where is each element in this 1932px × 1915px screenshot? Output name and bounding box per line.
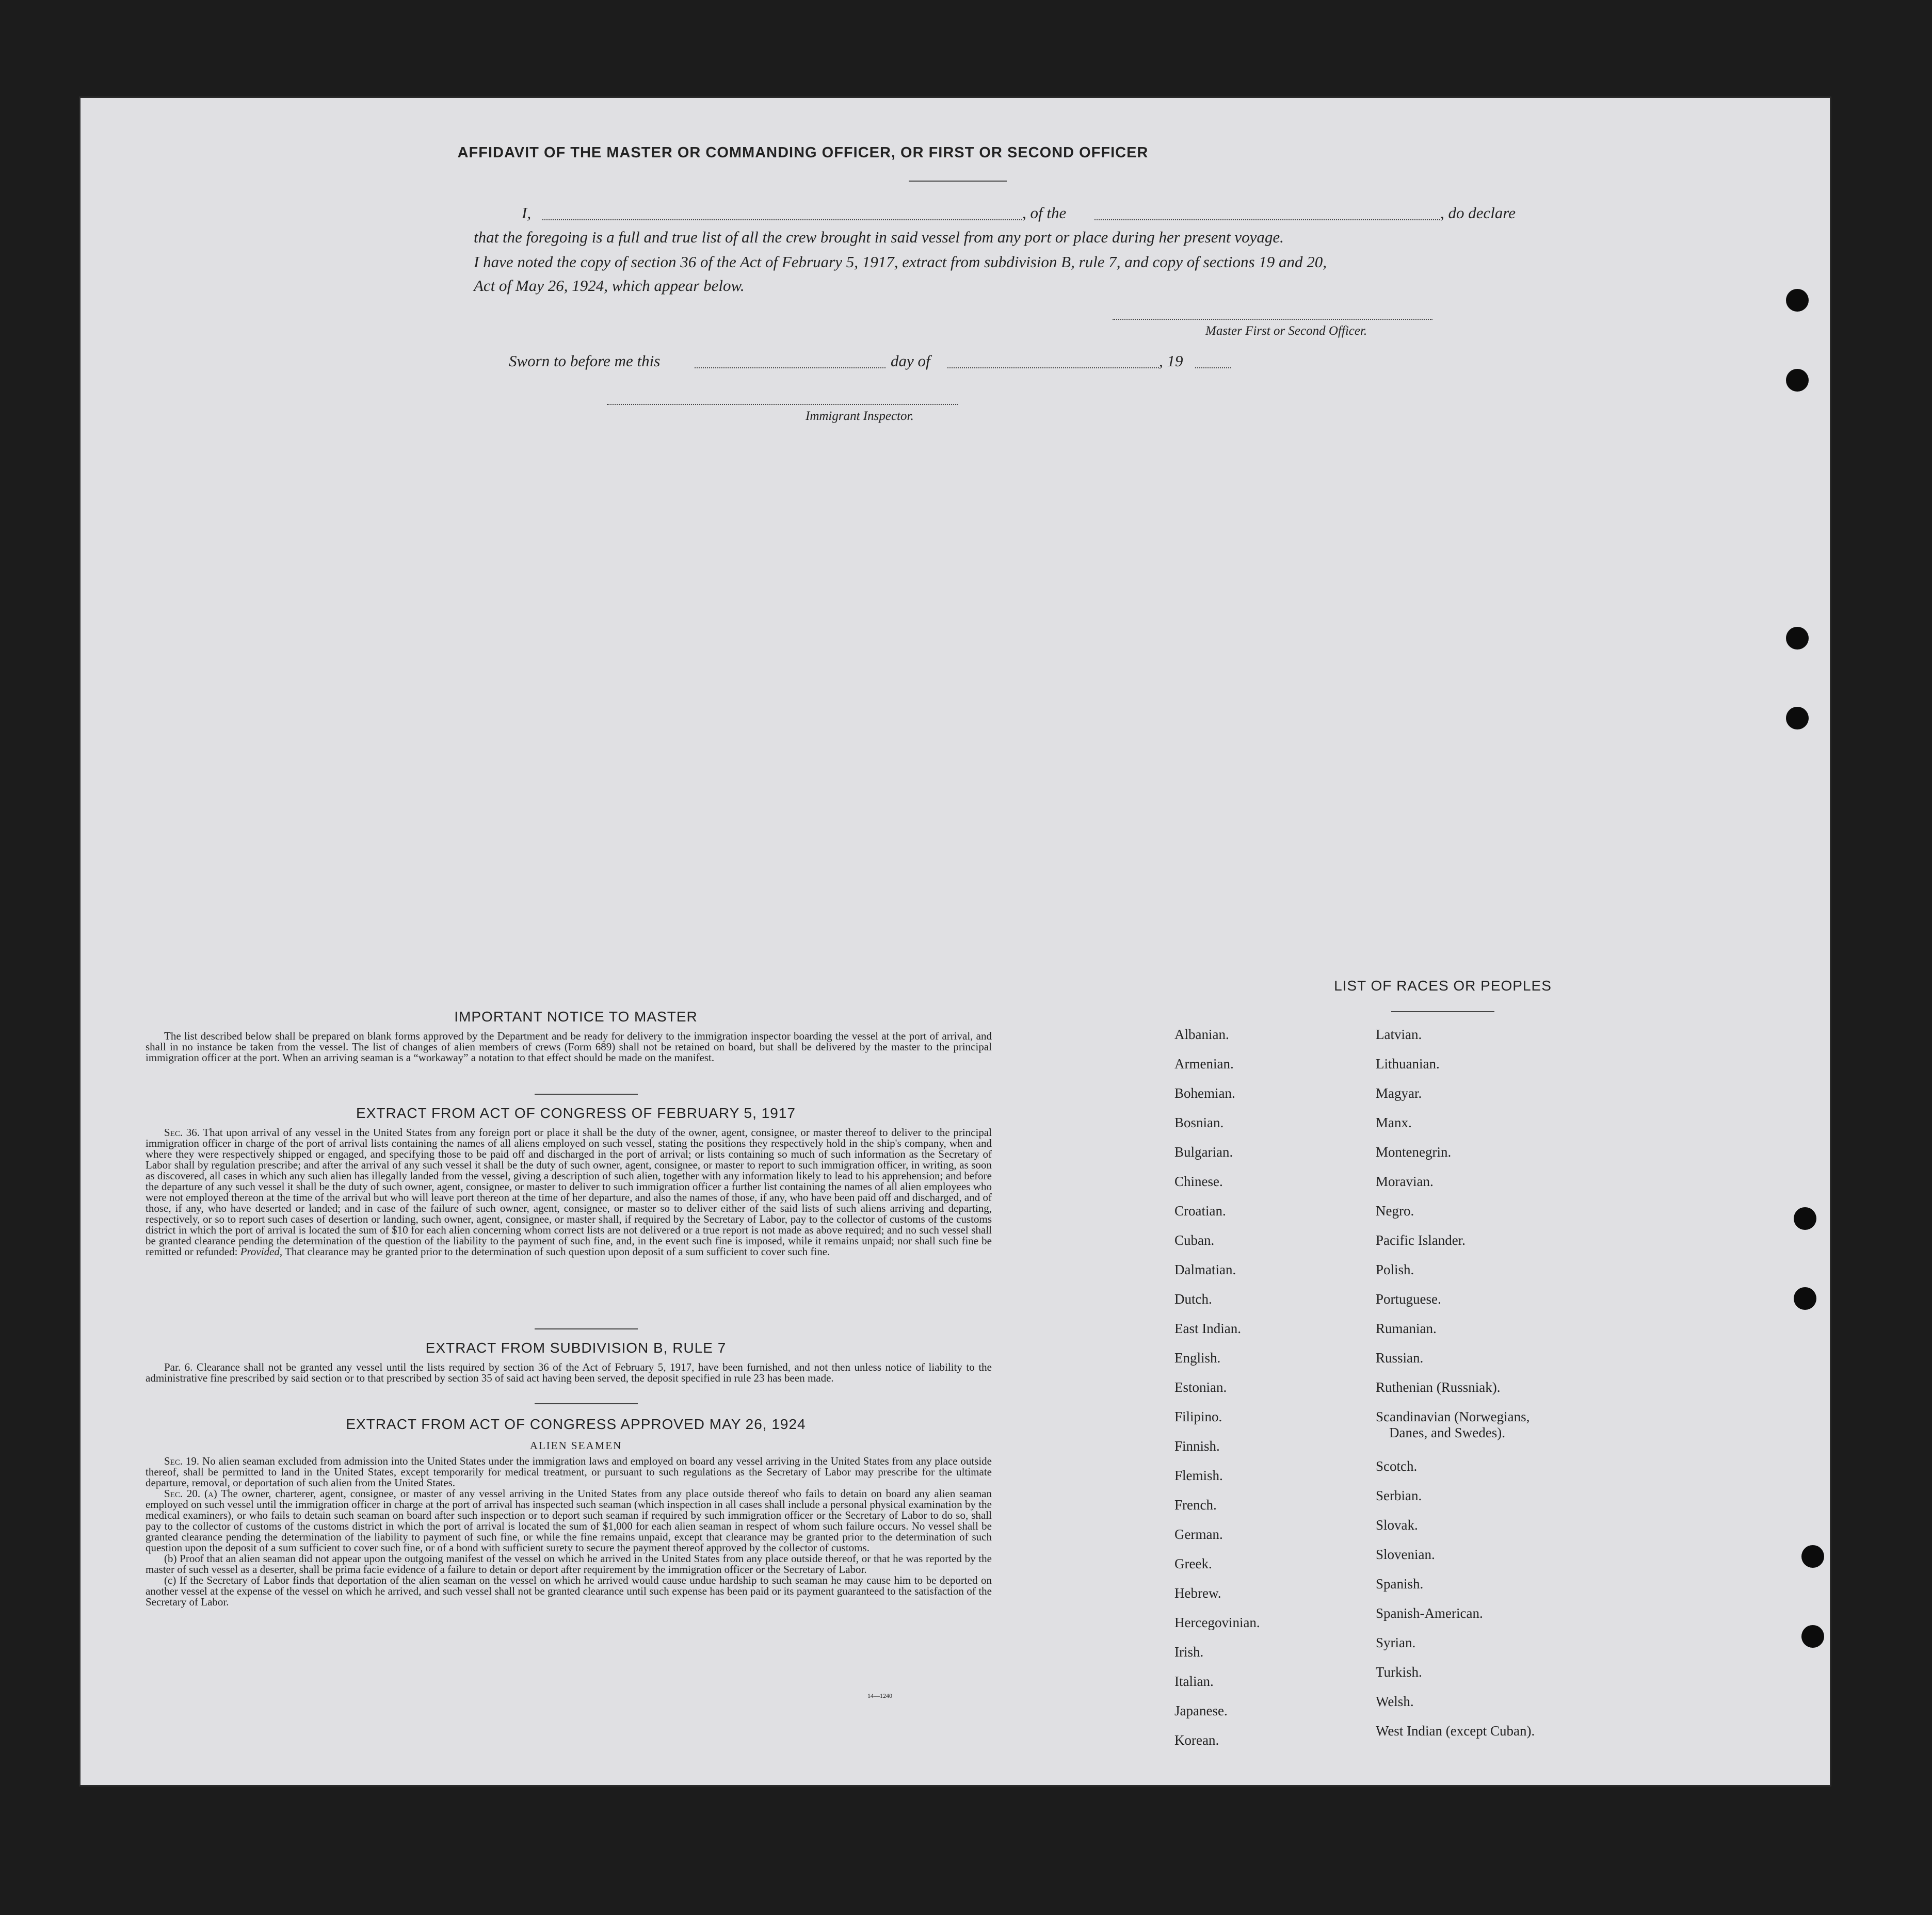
binder-hole [1794,1287,1816,1310]
race-item: Ruthenian (Russniak). [1376,1380,1501,1395]
sec20a-label: Sec. 20. (a) [164,1487,217,1500]
race-item: Spanish. [1376,1576,1424,1592]
race-item: Latvian. [1376,1027,1422,1042]
vessel-blank[interactable] [1094,219,1440,220]
race-item: Pacific Islander. [1376,1232,1466,1248]
affidavit-line-2: that the foregoing is a full and true list of all the crew brought in said vessel from any port or place during her present voyage. [474,228,1284,246]
race-item: Moravian. [1376,1174,1434,1189]
race-item: Croatian. [1174,1203,1226,1219]
sworn-month-blank[interactable] [947,367,1159,368]
inspector-caption: Immigrant Inspector. [806,409,914,423]
race-item: Bulgarian. [1174,1144,1233,1160]
signature-blank[interactable] [1113,319,1432,320]
sec19-label: Sec. 19. [164,1455,200,1467]
race-item: Irish. [1174,1644,1204,1660]
affidavit-i: I, [522,204,532,222]
race-item: Turkish. [1376,1664,1422,1680]
alien-seamen-subtitle: ALIEN SEAMEN [529,1439,622,1452]
race-item: Portuguese. [1376,1291,1441,1307]
race-item: Slovak. [1376,1517,1418,1533]
race-item: Negro. [1376,1203,1414,1219]
race-item: English. [1174,1350,1221,1366]
extract-1924-title: EXTRACT FROM ACT OF CONGRESS APPROVED MAY 26, 1924 [346,1416,806,1432]
race-item: Slovenian. [1376,1547,1435,1562]
section-36-text-end: That clearance may be granted prior to the determination of such question upon deposit of a sum sufficient to cover such fine. [285,1245,830,1258]
race-item: Welsh. [1376,1694,1414,1709]
race-item: Armenian. [1174,1056,1234,1072]
race-item: Filipino. [1174,1409,1222,1424]
race-item: Manx. [1376,1115,1412,1130]
binder-hole [1786,369,1809,392]
signature-caption: Master First or Second Officer. [1205,324,1367,338]
binder-hole [1794,1207,1816,1230]
sworn-day-blank[interactable] [695,367,886,368]
affidavit-line-1 [522,204,531,222]
race-item: Lithuanian. [1376,1056,1440,1072]
binder-hole [1801,1545,1824,1568]
section-label: Sec. 36. [164,1126,200,1139]
inspector-signature-blank[interactable] [607,404,958,405]
race-item: Syrian. [1376,1635,1416,1650]
race-item: French. [1174,1497,1217,1513]
race-item: Bosnian. [1174,1115,1224,1130]
race-item: Greek. [1174,1556,1212,1571]
race-item: East Indian. [1174,1321,1241,1336]
section-36-text: That upon arrival of any vessel in the United States from any foreign port or place it shall be the duty of the owner, agent, consignee, or master thereof to deliver to the principal immigration officer in charge of the port of arrival lists containing the names of all aliens employed on such vessel, stating the positions they respectively hold in the ship's company, when and where they were respectively shipped or engaged, and specifying those to be paid off and discharged in the port of arrival; or lists containing so much of such information as the Secretary of Labor shall by regulation prescribe; and after the arrival of any such vessel it shall be the duty of such owner, agent, consignee, or master to report to such immigration officer, in writing, as soon as discovered, all cases in which any such alien has illegally landed from the vessel, giving a description of such alien, together with any information likely to lead to his apprehension; and before the departure of any such vessel it shall be the duty of such owner, agent, consignee, or master to deliver to such immigration officer a further list containing the names of all alien employees who were not employed thereon at the time of the arrival but who will leave port thereon at the time of her departure, and also the names of those, if any, who have been paid off and discharged, and of those, if any, who have deserted or landed; and in case of the failure of such owner, agent, consignee, or master so to deliver either of the said lists of such aliens arriving and departing, respectively, or so to report such cases of desertion or landing, such owner, agent, consignee, or master shall, if required by the Secretary of Labor, pay to the collector of customs of the customs district in which the port of arrival is located the sum of $10 for each alien concerning whom correct lists are not delivered or a true report is not made as above required; and no such vessel shall be granted clearance pending the determination of the question of the liability to the payment of such fine, and, in the event such fine is imposed, while it remains unpaid; nor shall such fine be remitted or refunded: [146,1126,992,1258]
races-title: LIST OF RACES OR PEOPLES [1334,978,1552,994]
sworn-text: Sworn to before me this [509,352,661,370]
provided-word: Provided, [240,1245,283,1258]
race-item: Cuban. [1174,1232,1215,1248]
extract-rule7-text [146,1362,992,1384]
races-column-1 [1174,1027,1260,1762]
affidavit-line-4: Act of May 26, 1924, which appear below. [474,277,745,295]
race-item: Scandinavian (Norwegians, [1376,1409,1530,1424]
race-item: Hebrew. [1174,1585,1221,1601]
divider [535,1094,638,1095]
race-item: Spanish-American. [1376,1605,1483,1621]
sworn-day-of: day of [891,352,930,370]
race-item: Magyar. [1376,1085,1422,1101]
extract-rule7-title: EXTRACT FROM SUBDIVISION B, RULE 7 [425,1340,727,1356]
title-divider [909,181,1007,182]
binder-hole [1801,1625,1824,1648]
race-item: Serbian. [1376,1488,1422,1503]
race-item: Italian. [1174,1674,1214,1689]
divider [535,1328,638,1329]
name-blank[interactable] [542,219,1022,220]
extract-1924-text [146,1456,992,1608]
race-item: Scotch. [1376,1458,1418,1474]
divider [535,1403,638,1404]
race-item: German. [1174,1527,1223,1542]
notice-title: IMPORTANT NOTICE TO MASTER [454,1009,698,1025]
race-item: Polish. [1376,1262,1414,1277]
races-divider [1391,1011,1494,1012]
binder-hole [1786,289,1809,312]
race-item: Russian. [1376,1350,1424,1366]
race-item: Bohemian. [1174,1085,1235,1101]
race-item: Rumanian. [1376,1321,1437,1336]
sworn-year-blank[interactable] [1195,367,1231,368]
affidavit-of-the: , of the [1022,204,1067,222]
extract-1917-title: EXTRACT FROM ACT OF CONGRESS OF FEBRUARY 5, 1917 [356,1105,796,1121]
binder-hole [1786,707,1809,729]
race-item-continuation: Danes, and Swedes). [1389,1425,1505,1440]
notice-text [146,1031,992,1063]
race-item: Korean. [1174,1732,1219,1748]
sec20b-text: (b) Proof that an alien seaman did not appear upon the outgoing manifest of the vessel on which he arrived in the United States from any place outside thereof, or that he was reported by the master of such vessel as a deserter, shall be prima facie evidence of a failure to detain or deport after requirement by the immigration officer or the Secretary of Labor. [146,1552,992,1576]
sec20c-text: (c) If the Secretary of Labor finds that deportation of the alien seaman on the vessel on which he arrived would cause undue hardship to such seaman he may cause him to be deported on another vessel at the expense of the vessel on which he arrived, and such vessel shall not be granted clearance until such expense has been paid or its payment guaranteed to the satisfaction of the Secretary of Labor. [146,1574,992,1608]
extract-1917-text [146,1127,992,1257]
sec20a-text: The owner, charterer, agent, consignee, or master of any vessel arriving in the United States from any place outside thereof who fails to detain on board any alien seaman employed on such vessel until the immigration officer in charge at the port of arrival has inspected such seaman (which inspection in all cases shall include a personal physical examination by the medical examiners), or who fails to detain such seaman on board after such inspection or to deport such seaman if required by such immigration officer or the Secretary of Labor to do so, shall pay to the collector of customs of the customs district in which the port of arrival is located the sum of $1,000 for each alien seaman in respect of whom such failure occurs. No vessel shall be granted clearance pending the determination of the liability to payment of such fine, or while the fine remains unpaid, except that clearance may be granted prior to the determination of such question upon the deposit of a sum sufficient to cover such fine, or of a bond with sufficient surety to secure the payment thereof approved by the collector of customs. [146,1487,992,1554]
binder-hole [1786,627,1809,650]
affidavit-line-3: I have noted the copy of section 36 of the Act of February 5, 1917, extract from subdivision B, rule 7, and copy of sections 19 and 20, [474,253,1327,271]
form-number: 14—1240 [867,1692,892,1699]
race-item: Chinese. [1174,1174,1223,1189]
races-column-2 [1376,1027,1535,1752]
race-item: Dalmatian. [1174,1262,1236,1277]
sworn-year-prefix: , 19 [1159,352,1183,370]
race-item: Hercegovinian. [1174,1615,1260,1630]
rule7-paragraph: Par. 6. Clearance shall not be granted any vessel until the lists required by section 36 of the Act of February 5, 1917, have been furnished, and not then unless notice of liability to the administrative fine prescribed by said section or to that prescribed by section 35 of said act having been served, the deposit specified in rule 23 has been made. [146,1361,992,1384]
document-page [81,98,1830,1785]
notice-paragraph: The list described below shall be prepared on blank forms approved by the Department and be ready for delivery to the immigration inspector boarding the vessel at the port of arrival, and shall in no instance be taken from the vessel. The list of changes of alien members of crews (Form 689) shall not be retained on board, but shall be delivered by the master to the principal immigration officer at the port. When an arriving seaman is a “workaway” a notation to that effect should be made on the manifest. [146,1030,992,1064]
sec19-text: No alien seaman excluded from admission into the United States under the immigration laws and employed on board any vessel arriving in the United States from any place outside thereof, shall be permitted to land in the United States, except temporarily for medical treatment, or pursuant to such regulations as the Secretary of Labor may prescribe for the ultimate departure, removal, or deportation of such alien from the United States. [146,1455,992,1489]
affidavit-do-declare: , do declare [1440,204,1516,222]
affidavit-title: AFFIDAVIT OF THE MASTER OR COMMANDING OFFICER, OR FIRST OR SECOND OFFICER [457,144,1149,161]
race-item: Estonian. [1174,1380,1227,1395]
race-item: Japanese. [1174,1703,1228,1718]
race-item: Albanian. [1174,1027,1229,1042]
race-item: West Indian (except Cuban). [1376,1723,1535,1739]
race-item: Dutch. [1174,1291,1212,1307]
race-item: Flemish. [1174,1468,1223,1483]
race-item: Finnish. [1174,1438,1220,1454]
race-item: Montenegrin. [1376,1144,1452,1160]
race-item-scandinavian [1376,1409,1535,1458]
